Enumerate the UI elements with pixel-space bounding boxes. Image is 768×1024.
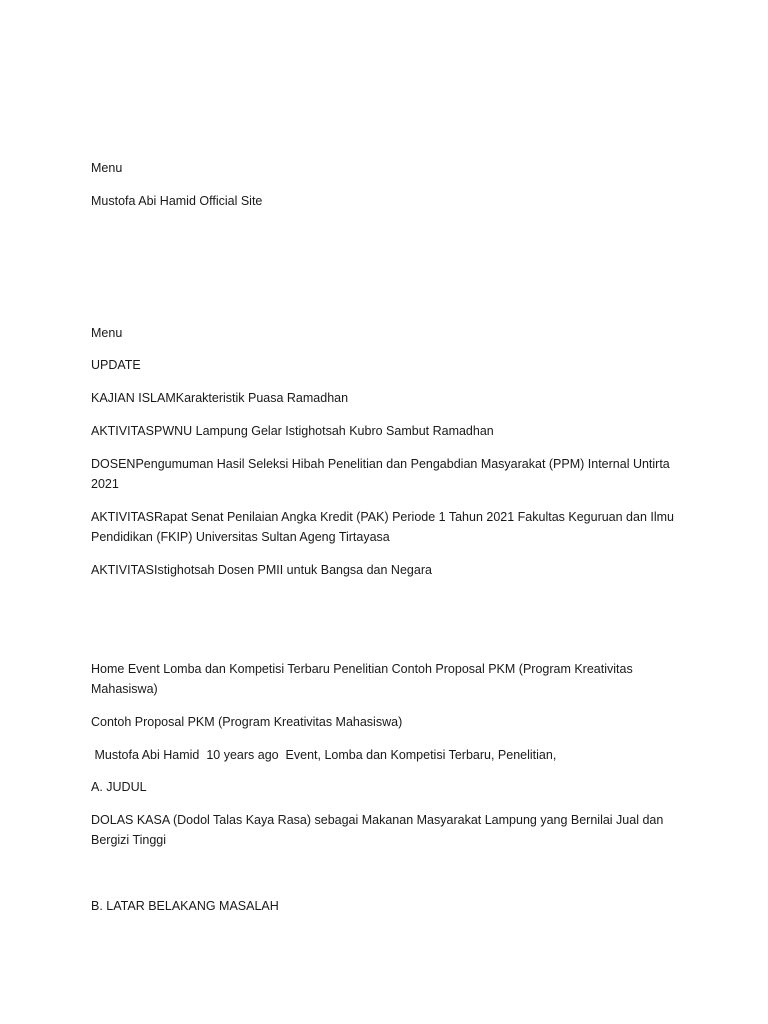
section-b-heading: B. LATAR BELAKANG MASALAH xyxy=(91,899,279,913)
article-meta[interactable]: Mustofa Abi Hamid 10 years ago Event, Lomba dan Kompetisi Terbaru, Penelitian, xyxy=(91,748,557,762)
nav-item[interactable] xyxy=(91,388,681,408)
nav-item[interactable] xyxy=(91,454,681,494)
nav-item-category: AKTIVITAS xyxy=(91,563,154,577)
header-menu-label[interactable]: Menu xyxy=(91,161,123,175)
nav-item-title[interactable]: Rapat Senat Penilaian Angka Kredit (PAK) Periode 1 Tahun 2021 Fakultas Keguruan dan Ilmu Pendidikan (FKIP) Universitas Sultan Ageng Tirtayasa xyxy=(91,510,674,544)
nav-item-title[interactable]: Istighotsah Dosen PMII untuk Bangsa dan Negara xyxy=(153,563,432,577)
site-title[interactable]: Mustofa Abi Hamid Official Site xyxy=(91,194,263,208)
nav-item[interactable] xyxy=(91,507,681,547)
nav-item-category: AKTIVITAS xyxy=(91,424,154,438)
section-a-heading: A. JUDUL xyxy=(91,780,147,794)
nav-item[interactable] xyxy=(91,560,681,580)
breadcrumb[interactable]: Home Event Lomba dan Kompetisi Terbaru Penelitian Contoh Proposal PKM (Program Kreativitas Mahasiswa) xyxy=(91,662,633,696)
nav-update-label[interactable]: UPDATE xyxy=(91,358,141,372)
section-a-body: DOLAS KASA (Dodol Talas Kaya Rasa) sebagai Makanan Masyarakat Lampung yang Bernilai Jual dan Bergizi Tinggi xyxy=(91,813,664,847)
nav-item-category: AKTIVITAS xyxy=(91,510,154,524)
nav-item-title[interactable]: Karakteristik Puasa Ramadhan xyxy=(175,391,349,405)
nav-item-category: DOSEN xyxy=(91,457,136,471)
nav-menu-label[interactable]: Menu xyxy=(91,326,123,340)
nav-item-title[interactable]: Pengumuman Hasil Seleksi Hibah Penelitian dan Pengabdian Masyarakat (PPM) Internal Untirta 2021 xyxy=(91,457,670,491)
nav-item[interactable] xyxy=(91,421,681,441)
article-title: Contoh Proposal PKM (Program Kreativitas Mahasiswa) xyxy=(91,715,403,729)
nav-item-category: KAJIAN ISLAM xyxy=(91,391,176,405)
nav-item-title[interactable]: PWNU Lampung Gelar Istighotsah Kubro Sambut Ramadhan xyxy=(153,424,494,438)
document-page xyxy=(91,0,681,1024)
